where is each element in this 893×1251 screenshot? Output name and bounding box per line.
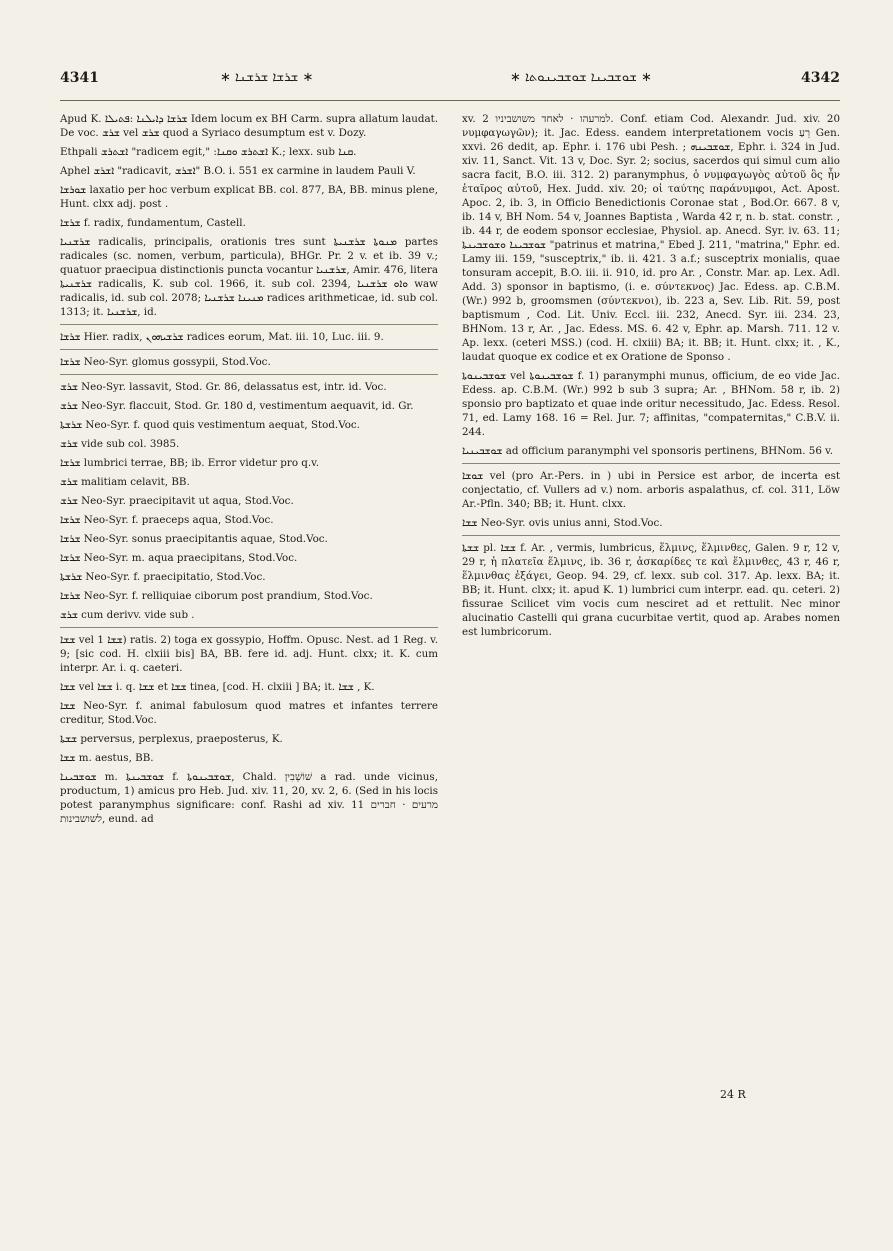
page-header <box>60 70 840 96</box>
entry: ܫܪܫ Neo-Syr. flaccuit, Stod. Gr. 180 d, vestimentum aequavit, id. Gr. <box>60 400 414 412</box>
signature-mark: 24 R <box>720 1088 746 1101</box>
left-column <box>60 112 438 831</box>
entry: ܫܪܫܐ Neo-Syr. sonus praecipitantis aquae, Stod.Voc. <box>60 533 328 545</box>
entry: ܫܪܫ vide sub col. 3985. <box>60 438 180 450</box>
entry: ܫܪܫܐ lumbrici terrae, BB; ib. Error videtur pro q.v. <box>60 457 320 469</box>
entry: ܫܫܐ Neo-Syr. f. animal fabulosum quod matres et infantes terrere creditur, Stod.Voc. <box>60 700 438 726</box>
entry: ܫܪܫܐ Hier. radix, ܫܪܫܝܗܘܢ radices eorum, Mat. iii. 10, Luc. iii. 9. <box>60 324 438 344</box>
entry: ܫܪܫ cum derivv. vide sub . <box>60 609 195 621</box>
entry: ܫܪܫܐ Neo-Syr. glomus gossypii, Stod.Voc. <box>60 349 438 369</box>
entry: ܫܘܫܒܝܢܝܐ ad officium paranymphi vel sponsoris pertinens, BHNom. 56 v. <box>462 445 834 457</box>
entry: ܫܘܪܫܐ laxatio per hoc verbum explicat BB. col. 877, BA, BB. minus plene, Hunt. clxx adj. post . <box>60 184 438 210</box>
header-rule <box>60 100 840 101</box>
entry: ܫܪܫ Neo-Syr. lassavit, Stod. Gr. 86, delassatus est, intr. id. Voc. <box>60 374 438 394</box>
entry: ܫܫܐ Neo-Syr. ovis unius anni, Stod.Voc. <box>462 517 663 529</box>
left-running-title: ∗ ܫܪܫܐ ܫܪܫܢܐ ∗ <box>220 70 314 85</box>
entry: ܫܫܐ vel ܫܫܐ 1) ratis. 2) toga ex gossypio, Hoffm. Opusc. Nest. ad 1 Reg. v. 9; [sic cod. H. clxiii bis] BA, BB. fere id. adj. Hunt. clxx; it. K. cum interpr. Ar. i. q. caeteri. <box>60 627 438 675</box>
entry: ܫܘܫܐ vel (pro Ar.-Pers. in ) ubi in Persice est arbor, de incerta est conjectatio, cf. Vullers ad v.) nom. arboris aspalathus, cf. col. 311, Löw Ar.-Pfln. 340; BB; it. Hunt. clxx. <box>462 463 840 511</box>
entry: Aphel ܐܫܪܫ "radicavit, ܐܫܪܫ" B.O. i. 551 ex carmine in laudem Pauli V. <box>60 165 416 177</box>
entry: Ethpali ܐܫܬܪܫ "radicem egit," :ܐܫܬܪܫ ܘܩܢܐ K.; lexx. sub ܩܢܐ. <box>60 146 357 158</box>
entry: ܫܪܫܬܐ Neo-Syr. f. praecipitatio, Stod.Voc. <box>60 571 266 583</box>
entry: ܫܫܐ vel ܫܫܐ i. q. ܫܫܐ et ܫܫܐ tinea, [cod. H. clxiii ] BA; it. ܫܫܐ , K. <box>60 681 375 693</box>
entry: xv. 2 למרעהו · לאחד משושביניו. Conf. etiam Cod. Alexandr. Jud. xiv. 20 νυμφαγωγῶν); it. Jac. Edess. eandem interpretationem vocis רֵעַ Gen. xxvi. 26 dedit, ap. Ephr. i. 176 ubi Pesh. ; ܫܘܫܒܝܢܗ, Ephr. i. 324 in Jud. xiv. 11, Sanct. Vit. 13 v, Doc. Syr. 2; socius, sacerdos qui simul cum alio sacra facit, B.O. iii. 312. 2) paranymphus, ὁ νυμφαγωγὸς αὐτοῦ ὃς ἦν ἑταῖρος αὐτοῦ, Hex. Judd. xiv. 20; οἱ ταύτης παράνυμφοι, Act. Apost. Apoc. 2, ib. 3, in Officio Benedictionis Coronae stat , Bod.Or. 667. 8 v, ib. 14 v, BH Nom. 54 v, Joannes Baptista , Warda 42 r, n. b. stat. constr. , ib. 44 r, de eodem sponsor ecclesiae, Physiol. ap. Anecd. Syr. iv. 63. 11; ܫܘܫܒܝܢܐ ܘܫܘܫܒܝܢܬܐ "patrinus et matrina," Ebed J. 211, "matrina," Ephr. ed. Lamy iii. 159, "susceptrix," ib. ii. 421. 3 a.f.; susceptrix monialis, quae tonsuram accepit, B.O. iii. ii. 910, id. pro Ar. , Constr. Mar. ap. Lex. Adl. Add. 3) sponsor in baptismo, (i. e. σύντεκνος) Jac. Edess. ap. C.B.M. (Wr.) 992 b, groomsmen (σύντεκνοι), ib. 223 a, Sev. Lib. Rit. 59, post baptismum , Cod. Lit. Univ. Eccl. iii. 232, Anecd. Syr. iii. 234. 23, BHNom. 13 r, Ar. , Jac. Edess. MS. 6. 42 v, Ephr. ap. Marsh. 711. 12 v. Ap. lexx. (ceteri MSS.) (cod. H. clxiii) BA; it. BB; it. Hunt. clxx; it. , K., laudat quoque ex codice et ex Oratione de Sponso . <box>462 113 841 363</box>
entry: ܫܫܐ m. aestus, BB. <box>60 752 154 764</box>
entry: ܫܪܫܬܐ Neo-Syr. f. quod quis vestimentum aequat, Stod.Voc. <box>60 419 360 431</box>
entry: ܫܪܫܐ Neo-Syr. m. aqua praecipitans, Stod.Voc. <box>60 552 298 564</box>
right-column <box>462 112 840 644</box>
entry: ܫܫܬܐ pl. ܫܫܐ f. Ar. , vermis, lumbricus, ἕλμινς, ἕλμινθες, Galen. 9 r, 12 v, 29 r, ἡ πλατεῖα ἕλμινς, ib. 36 r, ἀσκαρίδες τε καὶ ἕλμινθες, 43 r, 46 r, ἕλμινθας ἐξάγει, Geop. 94. 29, cf. lexx. sub col. 317. Ap. lexx. BA; it. BB; it. Hunt. clxx; it. apud K. 1) lumbrici cum interpr. ead. qu. ceteri. 2) fissurae Scilicet vim vocis cum nesciret ad et rettulit. Nec minor alucinatio Castelli qui grana cucurbitae vertit, quod ap. Arabes nomen est lumbricorum. <box>462 535 840 639</box>
entry: ܫܪܫܐ f. radix, fundamentum, Castell. <box>60 217 246 229</box>
right-running-title: ∗ ܫܘܫܒܝܢܐ ܫܘܫܒܝܢܘܬܐ ∗ <box>510 70 652 85</box>
entry: Apud K. ܫܪܫܐ ܕܐܝܠܢܐ :ܦܬܝܠܐ Idem locum ex BH Carm. supra allatum laudat. De voc. ܫܪܫ vel ܫܪܫ quod a Syriaco desumptum est v. Dozy. <box>60 113 439 139</box>
entry: ܫܪܫܐ Neo-Syr. f. praeceps aqua, Stod.Voc. <box>60 514 274 526</box>
entry: ܫܫܬܐ perversus, perplexus, praeposterus, K. <box>60 733 283 745</box>
entry: ܫܪܫܢܝܐ radicalis, principalis, orationis tres sunt ܡܢܘܬܐ ܫܪܫܢܝܬܐ partes radicales (sc. nomen, verbum, particula), BHGr. Pr. 2 v. et ib. 39 v.; quatuor praecipua distinctionis puncta vocantur ܫܪܫܢܝܐ, Amir. 476, litera ܫܪܫܢܝܬܐ radicalis, K. sub col. 1966, it. sub col. 2394, ܘܐܘ ܫܪܫܢܝܐ waw radicalis, id. sub col. 2078; ܡܢܝܢܐ ܫܪܫܢܝܐ radices arithmeticae, id. sub col. 1313; it. ܫܪܫܢܝܐ, id. <box>60 236 439 318</box>
entry: ܫܪܫ malitiam celavit, BB. <box>60 476 190 488</box>
entry: ܫܘܫܒܝܢܐ m. ܫܘܫܒܝܢܬܐ f. ܫܘܫܒܝܢܘܬܐ, Chald. שׁוֹשְׁבִין a rad. unde vicinus, productum, 1) amicus pro Heb. Jud. xiv. 11, 20, xv. 2, 6. (Sed in his locis potest paranymphus significare: conf. Rashi ad xiv. 11 מרעים · חברים לשושבינות, eund. ad <box>60 771 438 825</box>
entry: ܫܪܫܐ Neo-Syr. f. relliquiae ciborum post prandium, Stod.Voc. <box>60 590 373 602</box>
right-page-number: 4342 <box>801 70 840 86</box>
entry: ܫܪܫ Neo-Syr. praecipitavit ut aqua, Stod.Voc. <box>60 495 294 507</box>
entry: ܫܘܫܒܝܢܘܬܐ vel ܫܘܫܒܝܢܘܬܐ f. 1) paranymphi munus, officium, de eo vide Jac. Edess. ap. C.B.M. (Wr.) 992 b sub 3 supra; Ar. , BHNom. 58 r, ib. 2) sponsio pro baptizato et quae inde oritur necessitudo, Jac. Edess. Resol. 71, ed. Lamy 168. 16 = Rel. Jur. 7; affinitas, "compaternitas," C.B.V. ii. 244. <box>462 370 840 438</box>
left-page-number: 4341 <box>60 70 99 86</box>
